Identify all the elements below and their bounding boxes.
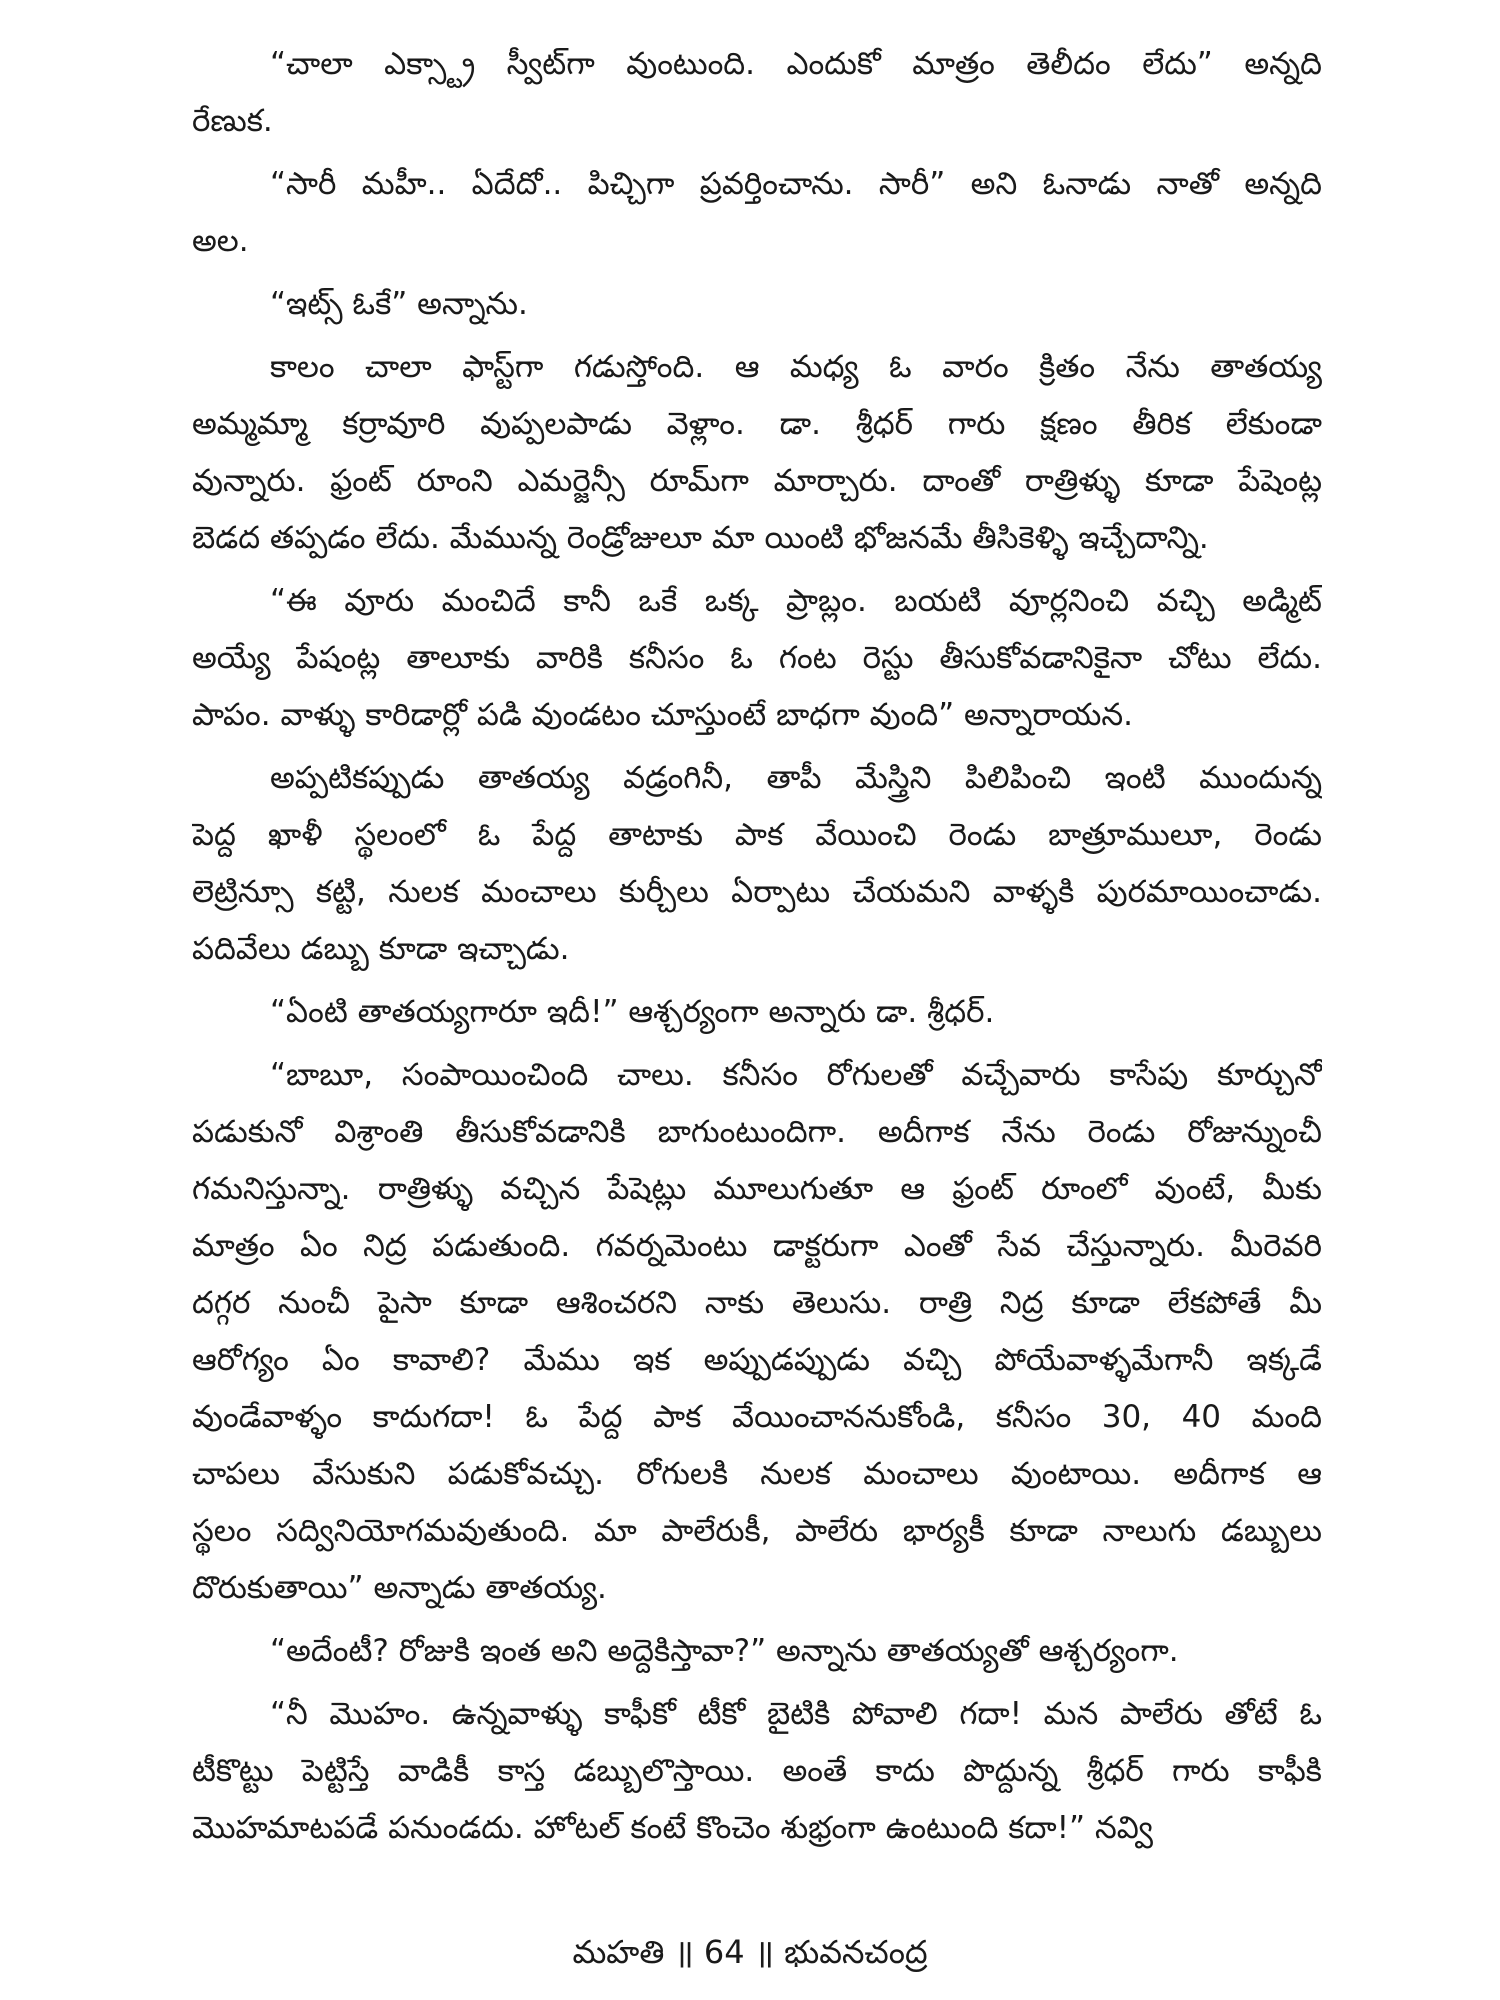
text-line: దగ్గర నుంచీ పైసా కూడా ఆశించరని నాకు తెలుసు. రాత్రి నిద్ర కూడా లేకపోతే మీ: [192, 1285, 1322, 1321]
text-line: వుండేవాళ్ళం కాదుగదా! ఓ పేద్ద పాక వేయించాననుకోండి, కనీసం 30, 40 మంది: [192, 1399, 1322, 1435]
paragraph: [192, 984, 1322, 1041]
paragraph: [192, 1623, 1322, 1680]
body-text: [192, 36, 1322, 1863]
text-line: “ఇట్స్ ఓకే” అన్నాను.: [270, 286, 528, 322]
text-line: వున్నారు. ఫ్రంట్ రూంని ఎమర్జెన్సీ రూమ్‌గా మార్చారు. దాంతో రాత్రిళ్ళు కూడా పేషెంట్ల: [192, 463, 1322, 499]
paragraph: [192, 1047, 1322, 1617]
page-footer: మహతి ॥ 64 ॥ భువనచంద్ర: [572, 1933, 928, 1971]
paragraph: [192, 750, 1322, 978]
text-line: “నీ మొహం. ఉన్నవాళ్ళు కాఫీకో టీకో బైటికి పోవాలి గదా! మన పాలేరు తోటే ఓ: [270, 1696, 1322, 1732]
text-line: పదివేలు డబ్బు కూడా ఇచ్చాడు.: [192, 931, 570, 967]
text-line: దొరుకుతాయి” అన్నాడు తాతయ్య.: [192, 1570, 607, 1606]
text-line: పాపం. వాళ్ళు కారిడార్లో పడి వుండటం చూస్తుంటే బాధగా వుంది” అన్నారాయన.: [192, 697, 1133, 733]
text-line: గమనిస్తున్నా. రాత్రిళ్ళు వచ్చిన పేషెట్లు మూలుగుతూ ఆ ఫ్రంట్ రూంలో వుంటే, మీకు: [192, 1171, 1322, 1207]
text-line: ఆరోగ్యం ఏం కావాలి? మేము ఇక అప్పుడప్పుడు వచ్చి పోయేవాళ్ళమేగానీ ఇక్కడే: [192, 1342, 1322, 1378]
text-line: “చాలా ఎక్స్ట్రా స్వీట్‌గా వుంటుంది. ఎందుకో మాత్రం తెలీదం లేదు” అన్నది: [270, 46, 1322, 82]
text-line: లెట్రిన్సూ కట్టి, నులక మంచాలు కుర్చీలు ఏర్పాటు చేయమని వాళ్ళకి పురమాయించాడు.: [192, 874, 1322, 910]
paragraph: [192, 156, 1322, 270]
paragraph: [192, 276, 1322, 333]
paragraph: [192, 339, 1322, 567]
text-line: పెద్ద ఖాళీ స్థలంలో ఓ పేద్ద తాటాకు పాక వేయించి రెండు బాత్రూములూ, రెండు: [192, 817, 1322, 853]
text-line: “ఈ వూరు మంచిదే కానీ ఒకే ఒక్క ప్రాబ్లం. బయటి వూర్లనించి వచ్చి అడ్మిట్: [270, 583, 1322, 619]
text-line: చాపలు వేసుకుని పడుకోవచ్చు. రోగులకి నులక మంచాలు వుంటాయి. అదీగాక ఆ: [192, 1456, 1322, 1492]
text-line: కాలం చాలా ఫాస్ట్‌గా గడుస్తోంది. ఆ మధ్య ఓ వారం క్రితం నేను తాతయ్య: [270, 349, 1322, 385]
text-line: మాత్రం ఏం నిద్ర పడుతుంది. గవర్నమెంటు డాక్టరుగా ఎంతో సేవ చేస్తున్నారు. మీరెవరి: [192, 1228, 1322, 1264]
text-line: టీకొట్టు పెట్టిస్తే వాడికీ కాస్త డబ్బులొస్తాయి. అంతే కాదు పొద్దున్న శ్రీధర్ గారు కాఫీకి: [192, 1753, 1322, 1789]
text-line: పడుకునో విశ్రాంతి తీసుకోవడానికి బాగుంటుందిగా. అదీగాక నేను రెండు రోజున్నుంచీ: [192, 1114, 1322, 1150]
text-line: “బాబూ, సంపాయించింది చాలు. కనీసం రోగులతో వచ్చేవారు కాసేపు కూర్చునో: [270, 1057, 1322, 1093]
text-line: “సారీ మహీ.. ఏదేదో.. పిచ్చిగా ప్రవర్తించాను. సారీ” అని ఓనాడు నాతో అన్నది: [270, 166, 1322, 202]
paragraph: [192, 36, 1322, 150]
text-line: అమ్మమ్మా కర్రావూరి వుప్పలపాడు వెళ్లాం. డా. శ్రీధర్ గారు క్షణం తీరిక లేకుండా: [192, 406, 1322, 442]
text-line: మొహమాటపడే పనుండదు. హోటల్ కంటే కొంచెం శుభ్రంగా ఉంటుంది కదా!” నవ్వి: [192, 1810, 1153, 1846]
text-line: అప్పటికప్పుడు తాతయ్య వడ్రంగినీ, తాపీ మేస్త్రిని పిలిపించి ఇంటి ముందున్న: [270, 760, 1322, 796]
text-line: స్థలం సద్వినియోగమవుతుంది. మా పాలేరుకీ, పాలేరు భార్యకీ కూడా నాలుగు డబ్బులు: [192, 1513, 1322, 1549]
text-line: అల.: [192, 223, 249, 259]
text-line: రేణుక.: [192, 103, 273, 139]
paragraph: [192, 573, 1322, 744]
text-line: “ఏంటి తాతయ్యగారూ ఇదీ!” ఆశ్చర్యంగా అన్నారు డా. శ్రీధర్.: [270, 994, 995, 1030]
text-line: బెడద తప్పడం లేదు. మేమున్న రెండ్రోజులూ మా యింటి భోజనమే తీసికెళ్ళి ఇచ్చేదాన్ని.: [192, 520, 1209, 556]
text-line: “అదేంటీ? రోజుకి ఇంత అని అద్దెకిస్తావా?” అన్నాను తాతయ్యతో ఆశ్చర్యంగా.: [270, 1633, 1179, 1669]
paragraph: [192, 1686, 1322, 1857]
text-line: అయ్యే పేషంట్ల తాలూకు వారికి కనీసం ఓ గంట రెస్టు తీసుకోవడానికైనా చోటు లేదు.: [192, 640, 1322, 676]
